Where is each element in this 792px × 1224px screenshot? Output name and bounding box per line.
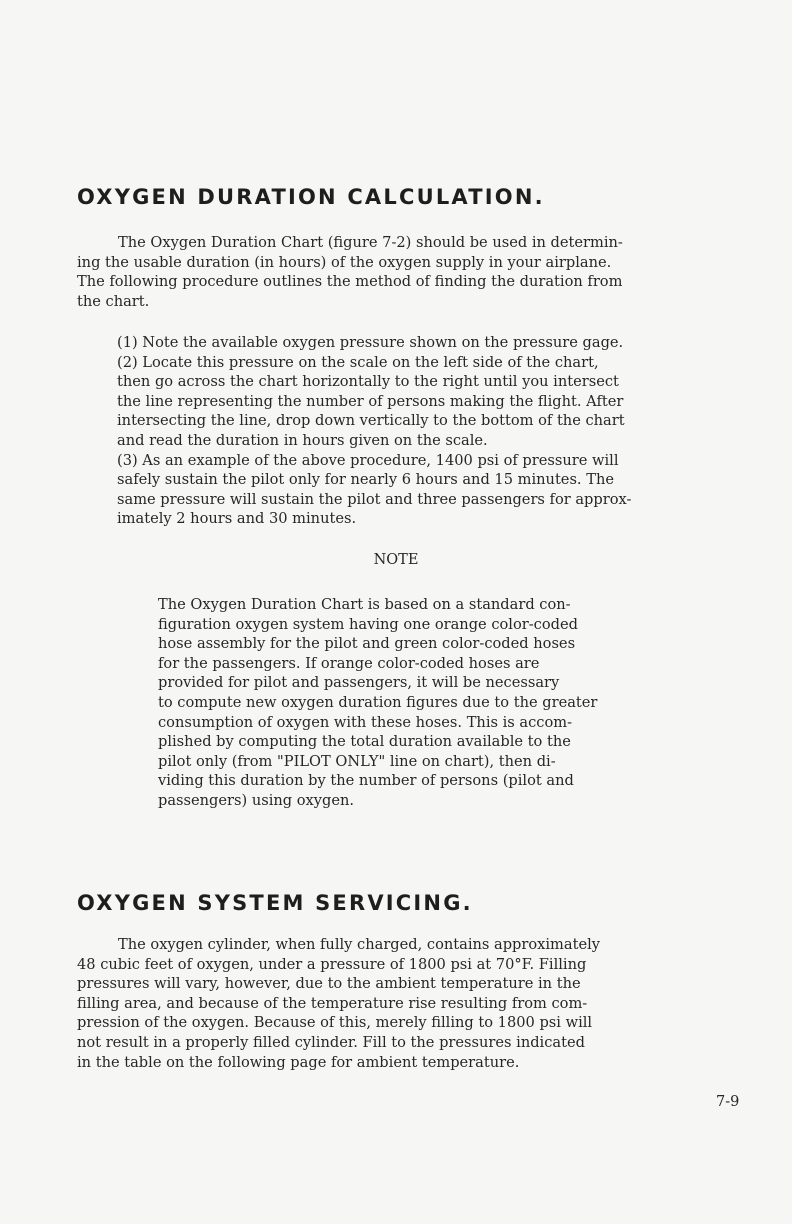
text-line: intersecting the line, drop down vertically to the bottom of the chart xyxy=(117,412,625,430)
text-line: (1) Note the available oxygen pressure shown on the pressure gage. xyxy=(117,334,624,351)
text-line: the line representing the number of persons making the flight. After xyxy=(117,392,624,410)
text-line: hose assembly for the pilot and green color-coded hoses xyxy=(158,635,576,653)
text-line: consumption of oxygen with these hoses. This is accom- xyxy=(158,713,573,731)
text-line: (2) Locate this pressure on the scale on the left side of the chart, xyxy=(117,353,599,371)
text-line: The oxygen cylinder, when fully charged, contains approximately xyxy=(118,936,601,953)
text-line: ing the usable duration (in hours) of the oxygen supply in your airplane. xyxy=(77,253,612,271)
section-heading-oxygen-servicing: OXYGEN SYSTEM SERVICING. xyxy=(77,891,473,915)
text-line: The Oxygen Duration Chart is based on a standard con- xyxy=(158,596,571,613)
text-line: same pressure will sustain the pilot and three passengers for approx- xyxy=(117,490,632,508)
servicing-paragraph xyxy=(77,935,600,1072)
text-line: and read the duration in hours given on the scale. xyxy=(117,431,488,449)
procedure-steps xyxy=(117,333,631,529)
text-line: The following procedure outlines the method of finding the duration from xyxy=(77,273,623,291)
text-line: filling area, and because of the temperature rise resulting from com- xyxy=(77,994,588,1012)
text-line: plished by computing the total duration available to the xyxy=(158,733,571,751)
text-line: to compute new oxygen duration figures due to the greater xyxy=(158,693,598,711)
text-line: provided for pilot and passengers, it will be necessary xyxy=(158,674,560,692)
text-line: 48 cubic feet of oxygen, under a pressure of 1800 psi at 70°F. Filling xyxy=(77,955,587,973)
text-line: The Oxygen Duration Chart (figure 7-2) should be used in determin- xyxy=(118,234,623,251)
text-line: figuration oxygen system having one orange color-coded xyxy=(158,615,578,633)
text-line: viding this duration by the number of persons (pilot and xyxy=(158,772,574,790)
text-line: not result in a properly filled cylinder. Fill to the pressures indicated xyxy=(77,1033,585,1051)
text-line: pilot only (from "PILOT ONLY" line on chart), then di- xyxy=(158,752,556,770)
text-line: safely sustain the pilot only for nearly 6 hours and 15 minutes. The xyxy=(117,471,614,489)
note-paragraph xyxy=(158,595,597,811)
text-line: in the table on the following page for ambient temperature. xyxy=(77,1053,520,1071)
text-line: pression of the oxygen. Because of this, merely filling to 1800 psi will xyxy=(77,1014,593,1032)
page-number: 7-9 xyxy=(716,1094,740,1110)
note-label: NOTE xyxy=(373,552,419,568)
section-heading-oxygen-duration: OXYGEN DURATION CALCULATION. xyxy=(77,185,545,209)
text-line: pressures will vary, however, due to the ambient temperature in the xyxy=(77,975,581,993)
text-line: the chart. xyxy=(77,292,150,310)
text-line: (3) As an example of the above procedure, 1400 psi of pressure will xyxy=(117,451,619,469)
text-line: passengers) using oxygen. xyxy=(158,791,355,809)
intro-paragraph xyxy=(77,233,623,311)
text-line: then go across the chart horizontally to the right until you intersect xyxy=(117,373,619,391)
text-line: imately 2 hours and 30 minutes. xyxy=(117,510,357,528)
text-line: for the passengers. If orange color-coded hoses are xyxy=(158,654,540,672)
